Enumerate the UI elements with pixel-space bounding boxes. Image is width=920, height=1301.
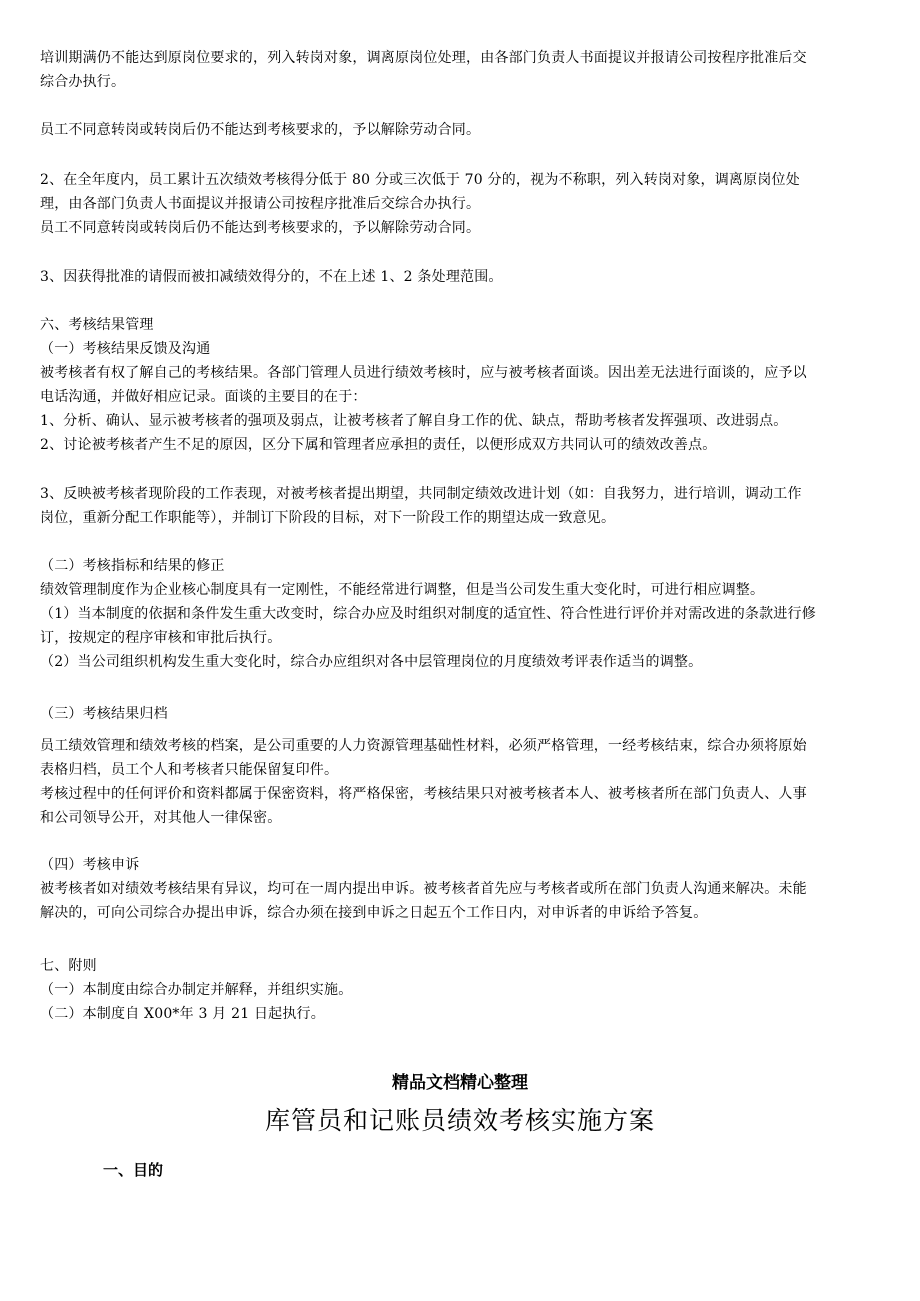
body-line: （一）本制度由综合办制定并解释，并组织实施。 (40, 982, 353, 998)
body-line: 员工不同意转岗或转岗后仍不能达到考核要求的，予以解除劳动合同。 (40, 122, 481, 138)
body-line: 岗位，重新分配工作职能等），并制订下阶段的目标，对下一阶段工作的期望达成一致意见。 (40, 510, 616, 526)
body-line: 2、在全年度内，员工累计五次绩效考核得分低于 80 分或三次低于 70 分的，视为不称职，列入转岗对象，调离原岗位处 (40, 172, 800, 188)
body-line: 综合办执行。 (40, 74, 126, 90)
subsection-heading: （三）考核结果归档 (40, 706, 168, 722)
body-line: 1、分析、确认、显示被考核者的强项及弱点，让被考核者了解自身工作的优、缺点，帮助考核者发挥强项、改进弱点。 (40, 413, 788, 429)
watermark-stamp: 精品文档精心整理 (392, 1073, 528, 1093)
body-line: 3、因获得批准的请假而被扣减绩效得分的，不在上述 1、2 条处理范围。 (40, 269, 503, 285)
document-title: 库管员和记账员绩效考核实施方案 (264, 1106, 655, 1135)
body-line: 员工不同意转岗或转岗后仍不能达到考核要求的，予以解除劳动合同。 (40, 220, 481, 236)
body-line: 订，按规定的程序审核和审批后执行。 (40, 630, 282, 646)
subsection-heading: （一）考核结果反馈及沟通 (40, 341, 211, 357)
section-heading: 七、附则 (40, 958, 97, 974)
body-line: 绩效管理制度作为企业核心制度具有一定刚性，不能经常进行调整，但是当公司发生重大变化时，可进行相应调整。 (40, 582, 765, 598)
body-line: 电话沟通，并做好相应记录。面谈的主要目的在于： (40, 389, 367, 405)
body-line: 3、反映被考核者现阶段的工作表现，对被考核者提出期望，共同制定绩效改进计划（如：自我努力，进行培训，调动工作 (40, 486, 802, 502)
body-line: 和公司领导公开，对其他人一律保密。 (40, 810, 282, 826)
section-heading: 六、考核结果管理 (40, 317, 154, 333)
body-line: （1）当本制度的依据和条件发生重大改变时，综合办应及时组织对制度的适宜性、符合性进行评价并对需改进的条款进行修 (40, 606, 816, 622)
body-line: 2、讨论被考核者产生不足的原因，区分下属和管理者应承担的责任，以便形成双方共同认可的绩效改善点。 (40, 437, 717, 453)
body-line: （2）当公司组织机构发生重大变化时，综合办应组织对各中层管理岗位的月度绩效考评表作适当的调整。 (40, 654, 703, 670)
body-line: 员工绩效管理和绩效考核的档案，是公司重要的人力资源管理基础性材料，必须严格管理，一经考核结束，综合办须将原始 (40, 738, 807, 754)
body-line: 培训期满仍不能达到原岗位要求的，列入转岗对象，调离原岗位处理，由各部门负责人书面提议并报请公司按程序批准后交 (40, 50, 807, 66)
body-line: 理，由各部门负责人书面提议并报请公司按程序批准后交综合办执行。 (40, 196, 481, 212)
body-line: 表格归档，员工个人和考核者只能保留复印件。 (40, 762, 339, 778)
subsection-heading: （二）考核指标和结果的修正 (40, 558, 225, 574)
body-line: 解决的，可向公司综合办提出申诉，综合办须在接到申诉之日起五个工作日内，对申诉者的申诉给予答复。 (40, 905, 708, 921)
body-line: 考核过程中的任何评价和资料都属于保密资料，将严格保密，考核结果只对被考核者本人、被考核者所在部门负责人、人事 (40, 786, 807, 802)
body-line: 被考核者有权了解自己的考核结果。各部门管理人员进行绩效考核时，应与被考核者面谈。因出差无法进行面谈的，应予以 (40, 365, 807, 381)
section-heading-purpose: 一、目的 (103, 1161, 164, 1179)
subsection-heading: （四）考核申诉 (40, 857, 140, 873)
body-line: 被考核者如对绩效考核结果有异议，均可在一周内提出申诉。被考核者首先应与考核者或所在部门负责人沟通来解决。未能 (40, 881, 807, 897)
body-line: （二）本制度自 X00*年 3 月 21 日起执行。 (40, 1006, 325, 1022)
